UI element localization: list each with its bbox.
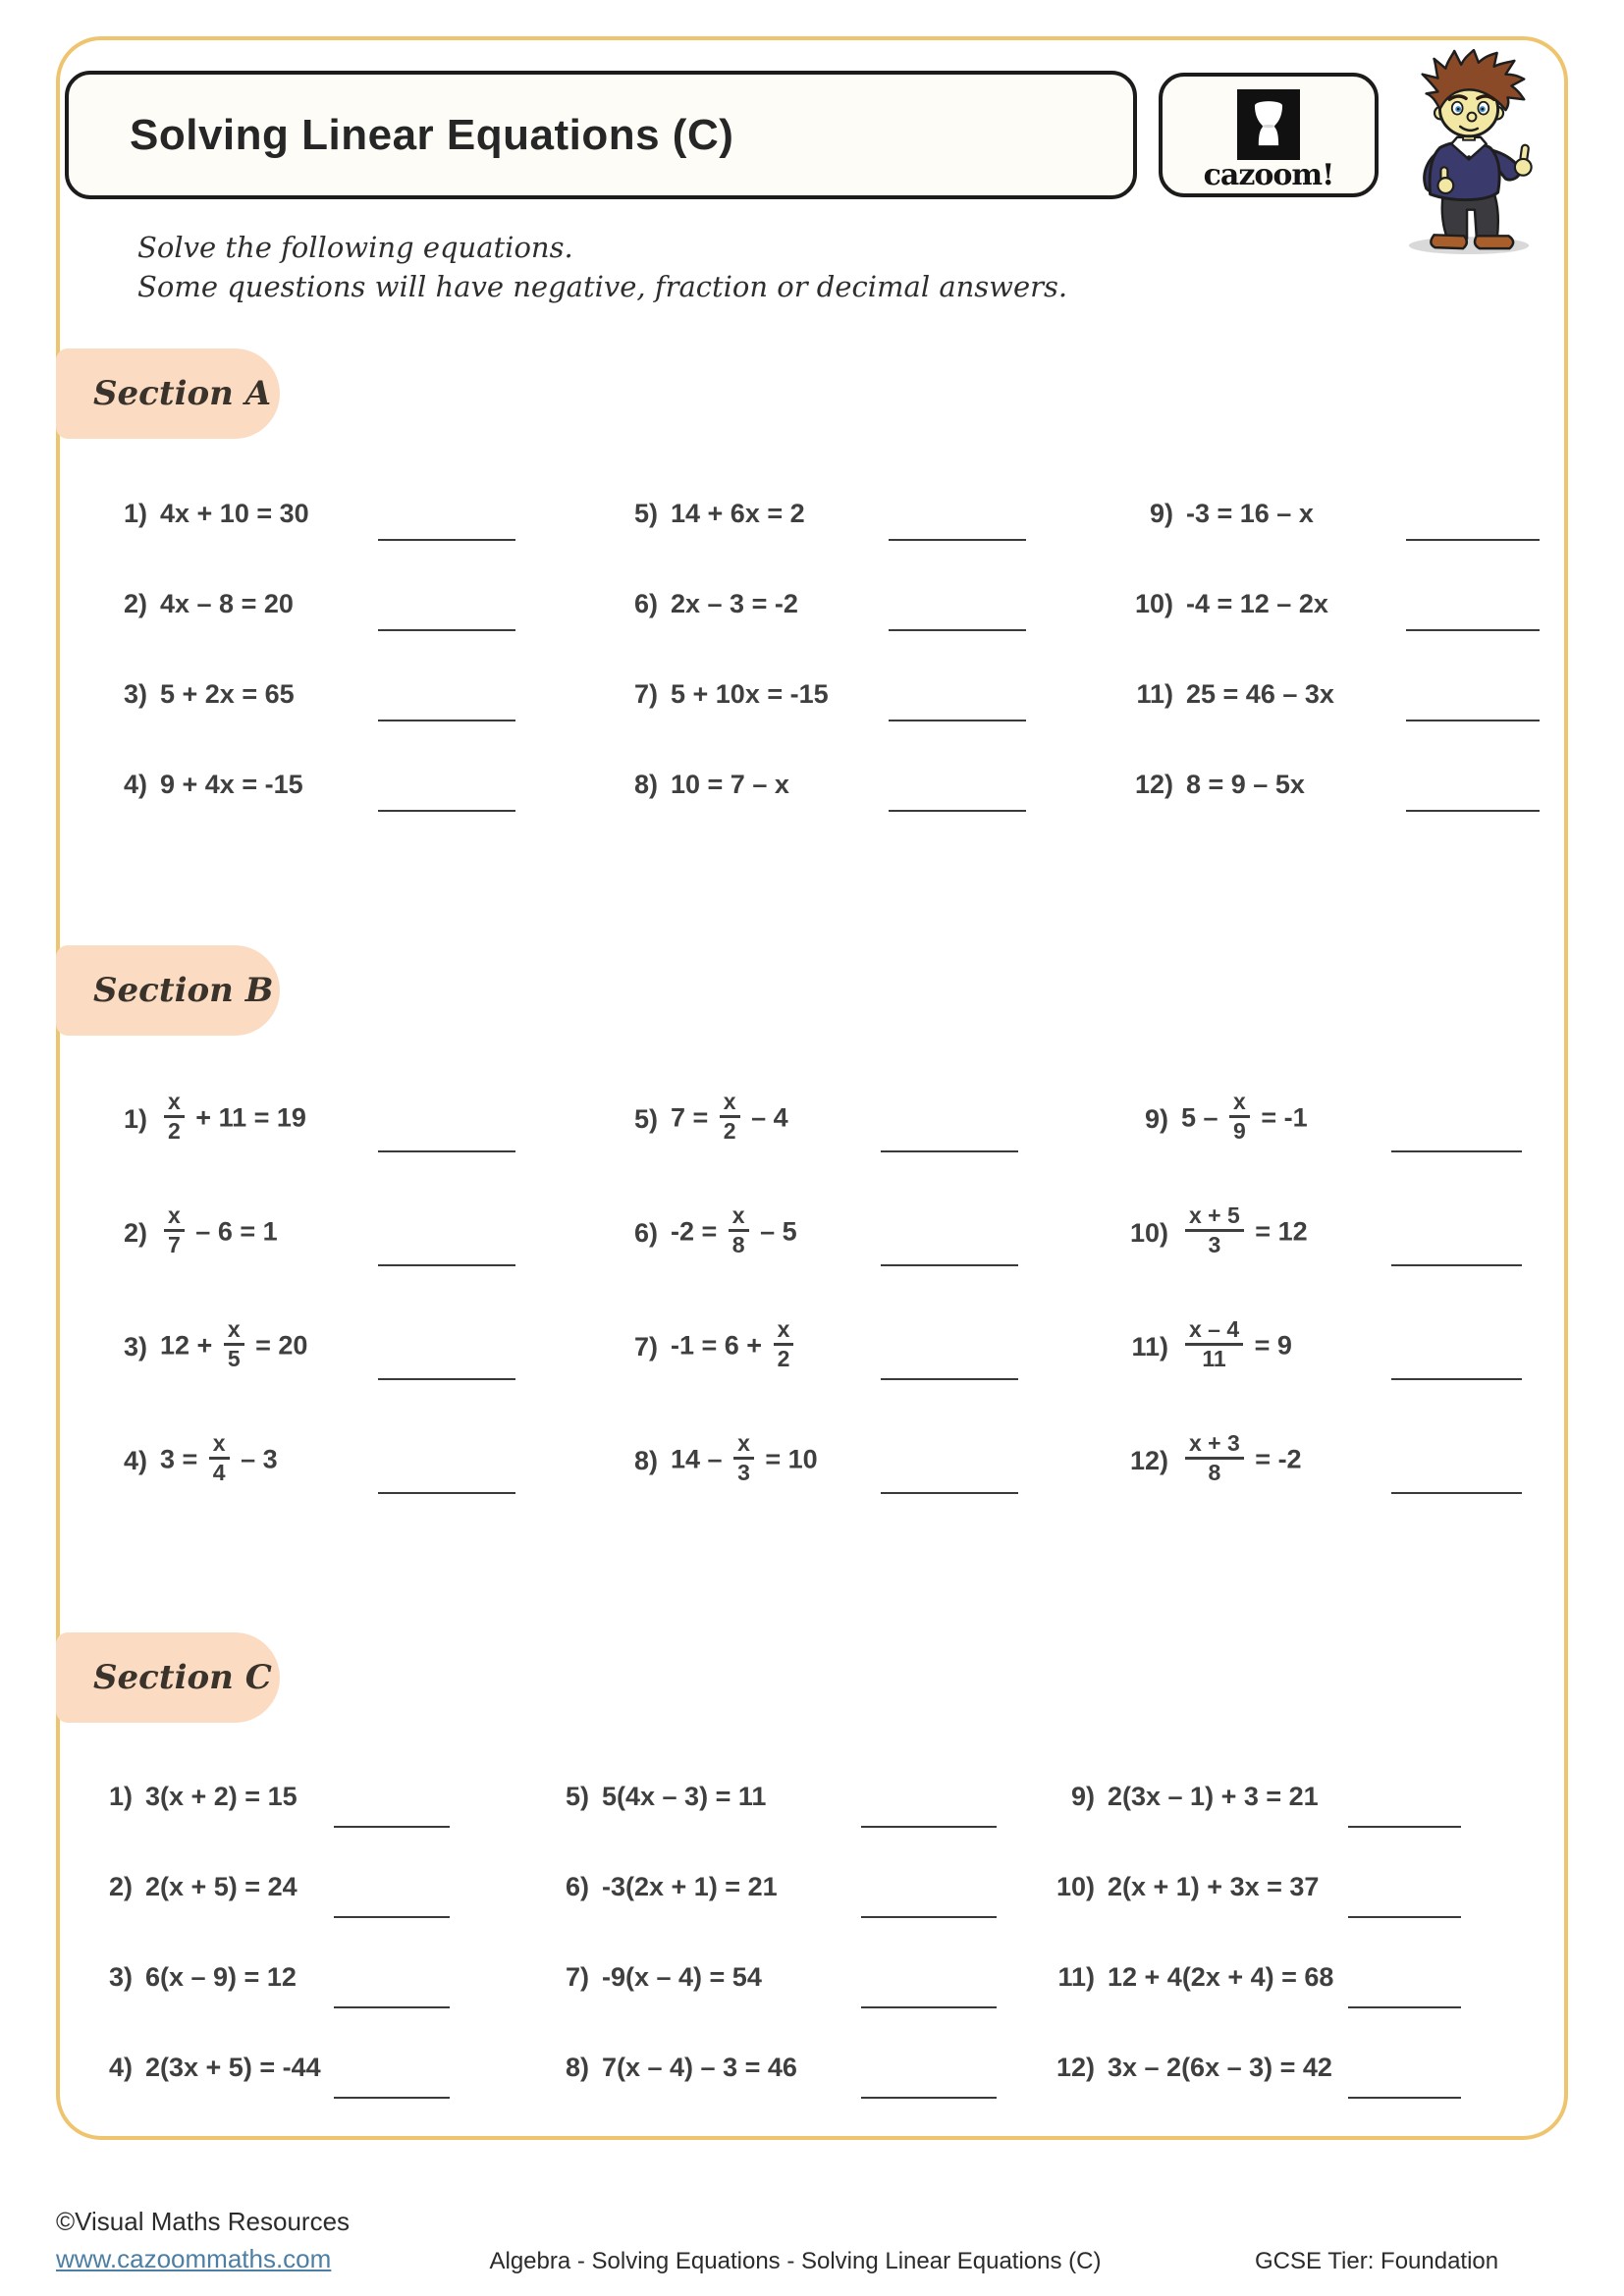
question-item	[609, 468, 805, 559]
question-item	[1046, 1751, 1319, 1842]
equation: $\frac{x}{7}$ – 6 = 1	[160, 1206, 278, 1260]
question-item	[83, 1842, 298, 1932]
equation: 10 = 7 – x	[671, 769, 789, 799]
equation: 7 = $\frac{x}{2}$ – 4	[671, 1088, 788, 1144]
question-number: 6)	[565, 1871, 589, 1901]
copyright-text: ©Visual Maths Resources	[56, 2207, 351, 2236]
equation: -3(2x + 1) = 21	[602, 1871, 778, 1901]
question-item	[1124, 739, 1305, 829]
section-b-label: Section B	[56, 945, 280, 1036]
breadcrumb: Algebra - Solving Equations - Solving Linear Equations (C)	[489, 2248, 1102, 2274]
question-item	[1124, 468, 1314, 559]
question-number: 9)	[1070, 1781, 1095, 1811]
question-item	[609, 1290, 797, 1404]
question-number: 3)	[108, 1961, 133, 1992]
question-item	[540, 2022, 797, 2112]
question-number: 4)	[108, 2052, 133, 2082]
question-number: 3)	[123, 1331, 147, 1362]
question-item	[1119, 1404, 1302, 1518]
equation: 8 = 9 – 5x	[1186, 769, 1305, 799]
answer-blank[interactable]	[378, 1264, 515, 1266]
equation: -2 = $\frac{x}{8}$ – 5	[671, 1201, 797, 1257]
question-number: 9)	[1149, 498, 1173, 528]
answer-blank[interactable]	[1348, 1916, 1461, 1918]
question-number: 5)	[633, 1103, 658, 1134]
equation: $\frac{x}{2}$ + 11 = 19	[160, 1093, 306, 1147]
question-item	[98, 739, 303, 829]
website-link[interactable]: www.cazoommaths.com	[56, 2244, 332, 2273]
answer-blank[interactable]	[378, 539, 515, 541]
section-a-label: Section A	[56, 348, 280, 439]
equation: -3 = 16 – x	[1186, 498, 1314, 528]
question-number: 8)	[633, 769, 658, 799]
fraction: $\frac{x}{8}$	[729, 1203, 749, 1257]
question-number: 6)	[633, 1217, 658, 1248]
answer-blank[interactable]	[334, 1826, 450, 1828]
question-item	[1046, 1842, 1319, 1932]
answer-blank[interactable]	[1391, 1264, 1522, 1266]
question-number: 7)	[633, 1331, 658, 1362]
question-item	[1046, 2022, 1332, 2112]
question-number: 1)	[108, 1781, 133, 1811]
fraction: $\frac{x}{3}$	[733, 1431, 754, 1485]
question-number: 11)	[1131, 1331, 1168, 1362]
question-item	[83, 2022, 321, 2112]
question-item	[540, 1842, 778, 1932]
question-item	[83, 1932, 297, 2022]
question-number: 2)	[123, 588, 147, 618]
question-number: 6)	[633, 588, 658, 618]
fraction: $\frac{x}{2}$	[774, 1317, 794, 1371]
question-item	[609, 1404, 818, 1518]
equation: 5(4x – 3) = 11	[602, 1781, 767, 1811]
question-number: 4)	[123, 1445, 147, 1475]
question-item	[1119, 1176, 1308, 1290]
answer-blank[interactable]	[378, 1378, 515, 1380]
question-number: 8)	[565, 2052, 589, 2082]
question-item	[98, 559, 294, 649]
answer-blank[interactable]	[889, 720, 1026, 721]
answer-blank[interactable]	[1406, 720, 1540, 721]
question-item	[609, 739, 789, 829]
question-number: 7)	[633, 678, 658, 709]
question-item	[1124, 649, 1334, 739]
answer-blank[interactable]	[1348, 2097, 1461, 2099]
cazoom-logo	[1159, 73, 1379, 197]
tier-label: GCSE Tier: Foundation	[1255, 2248, 1499, 2274]
answer-blank[interactable]	[881, 1378, 1018, 1380]
equation: 12 + $\frac{x}{5}$ = 20	[160, 1315, 308, 1371]
question-number: 12)	[1056, 2052, 1095, 2082]
equation: 5 – $\frac{x}{9}$ = -1	[1181, 1088, 1308, 1144]
answer-blank[interactable]	[378, 720, 515, 721]
instructions-line-1: Solve the following equations.	[137, 231, 573, 264]
fraction: $\frac{x}{5}$	[224, 1317, 244, 1371]
question-item	[1124, 559, 1328, 649]
answer-blank[interactable]	[378, 1492, 515, 1494]
question-item	[609, 649, 829, 739]
question-item	[98, 1404, 278, 1518]
question-number: 11)	[1057, 1961, 1095, 1992]
question-number: 11)	[1136, 678, 1173, 709]
question-item	[540, 1751, 766, 1842]
question-item	[98, 649, 295, 739]
equation: 7(x – 4) – 3 = 46	[602, 2052, 797, 2082]
answer-blank[interactable]	[1406, 539, 1540, 541]
equation: 14 + 6x = 2	[671, 498, 805, 528]
question-number: 1)	[123, 1103, 147, 1134]
equation: 2(x + 5) = 24	[145, 1871, 298, 1901]
fraction: $\frac{x + 3}{8}$	[1185, 1431, 1244, 1485]
answer-blank[interactable]	[378, 629, 515, 631]
answer-blank[interactable]	[334, 1916, 450, 1918]
question-number: 9)	[1144, 1103, 1168, 1134]
equation: -4 = 12 – 2x	[1186, 588, 1328, 618]
equation: 25 = 46 – 3x	[1186, 678, 1334, 709]
equation: 5 + 2x = 65	[160, 678, 295, 709]
fraction: $\frac{x - 4}{11}$	[1185, 1317, 1243, 1371]
fraction: $\frac{x}{2}$	[164, 1090, 185, 1144]
answer-blank[interactable]	[861, 2097, 997, 2099]
logo-text: cazoom!	[1203, 158, 1334, 192]
section-c-label: Section C	[56, 1632, 280, 1723]
equation: 3 = $\frac{x}{4}$ – 3	[160, 1429, 278, 1485]
answer-blank[interactable]	[889, 629, 1026, 631]
answer-blank[interactable]	[1348, 1826, 1461, 1828]
answer-blank[interactable]	[861, 1916, 997, 1918]
equation: 2(3x + 5) = -44	[145, 2052, 321, 2082]
question-item	[1119, 1290, 1292, 1404]
equation: 6(x – 9) = 12	[145, 1961, 297, 1992]
question-number: 5)	[565, 1781, 589, 1811]
answer-blank[interactable]	[334, 2097, 450, 2099]
answer-blank[interactable]	[1391, 1492, 1522, 1494]
equation: 9 + 4x = -15	[160, 769, 303, 799]
equation: $\frac{x + 3}{8}$ = -2	[1181, 1434, 1302, 1488]
equation: 2(x + 1) + 3x = 37	[1108, 1871, 1320, 1901]
question-number: 5)	[633, 498, 658, 528]
fraction: $\frac{x}{4}$	[209, 1431, 230, 1485]
answer-blank[interactable]	[861, 1826, 997, 1828]
question-item	[1119, 1062, 1308, 1176]
question-number: 3)	[123, 678, 147, 709]
equation: 3(x + 2) = 15	[145, 1781, 298, 1811]
answer-blank[interactable]	[861, 2006, 997, 2008]
answer-blank[interactable]	[881, 1150, 1018, 1152]
question-item	[83, 1751, 298, 1842]
question-item	[98, 1290, 307, 1404]
answer-blank[interactable]	[1406, 629, 1540, 631]
equation: -9(x – 4) = 54	[602, 1961, 762, 1992]
page-title: Solving Linear Equations (C)	[130, 110, 734, 159]
answer-blank[interactable]	[1406, 810, 1540, 812]
equation: 4x + 10 = 30	[160, 498, 309, 528]
question-item	[98, 468, 309, 559]
question-number: 2)	[108, 1871, 133, 1901]
equation: 2(3x – 1) + 3 = 21	[1108, 1781, 1319, 1811]
answer-blank[interactable]	[334, 2006, 450, 2008]
answer-blank[interactable]	[1391, 1378, 1522, 1380]
mascot-boy-icon	[1380, 49, 1561, 257]
question-number: 10)	[1134, 588, 1173, 618]
question-number: 1)	[123, 498, 147, 528]
equation: 12 + 4(2x + 4) = 68	[1108, 1961, 1334, 1992]
fraction: $\frac{x}{7}$	[164, 1203, 185, 1257]
question-number: 10)	[1056, 1871, 1095, 1901]
question-item	[98, 1062, 306, 1176]
fraction: $\frac{x}{9}$	[1229, 1090, 1250, 1144]
equation: 4x – 8 = 20	[160, 588, 294, 618]
question-item	[609, 559, 798, 649]
answer-blank[interactable]	[1348, 2006, 1461, 2008]
question-item	[540, 1932, 762, 2022]
equation: $\frac{x - 4}{11}$ = 9	[1181, 1320, 1292, 1374]
answer-blank[interactable]	[889, 810, 1026, 812]
equation: -1 = 6 + $\frac{x}{2}$	[671, 1320, 797, 1374]
answer-blank[interactable]	[881, 1492, 1018, 1494]
fraction: $\frac{x + 5}{3}$	[1185, 1203, 1244, 1257]
answer-blank[interactable]	[378, 1150, 515, 1152]
answer-blank[interactable]	[1391, 1150, 1522, 1152]
question-number: 2)	[123, 1217, 147, 1248]
question-number: 12)	[1129, 1445, 1168, 1475]
instructions	[137, 228, 1067, 306]
question-number: 8)	[633, 1445, 658, 1475]
answer-blank[interactable]	[881, 1264, 1018, 1266]
instructions-line-2: Some questions will have negative, fraction or decimal answers.	[137, 270, 1068, 303]
question-number: 4)	[123, 769, 147, 799]
equation: $\frac{x + 5}{3}$ = 12	[1181, 1206, 1308, 1260]
question-number: 12)	[1134, 769, 1173, 799]
answer-blank[interactable]	[889, 539, 1026, 541]
fraction: $\frac{x}{2}$	[720, 1090, 740, 1144]
equation: 2x – 3 = -2	[671, 588, 798, 618]
question-item	[609, 1176, 797, 1290]
question-number: 10)	[1129, 1217, 1168, 1248]
equation: 14 – $\frac{x}{3}$ = 10	[671, 1429, 818, 1485]
title-box	[65, 71, 1137, 199]
answer-blank[interactable]	[378, 810, 515, 812]
question-item	[98, 1176, 278, 1290]
question-number: 7)	[565, 1961, 589, 1992]
equation: 3x – 2(6x – 3) = 42	[1108, 2052, 1332, 2082]
equation: 5 + 10x = -15	[671, 678, 829, 709]
question-item	[1046, 1932, 1333, 2022]
question-item	[609, 1062, 788, 1176]
goblet-icon	[1237, 89, 1300, 160]
